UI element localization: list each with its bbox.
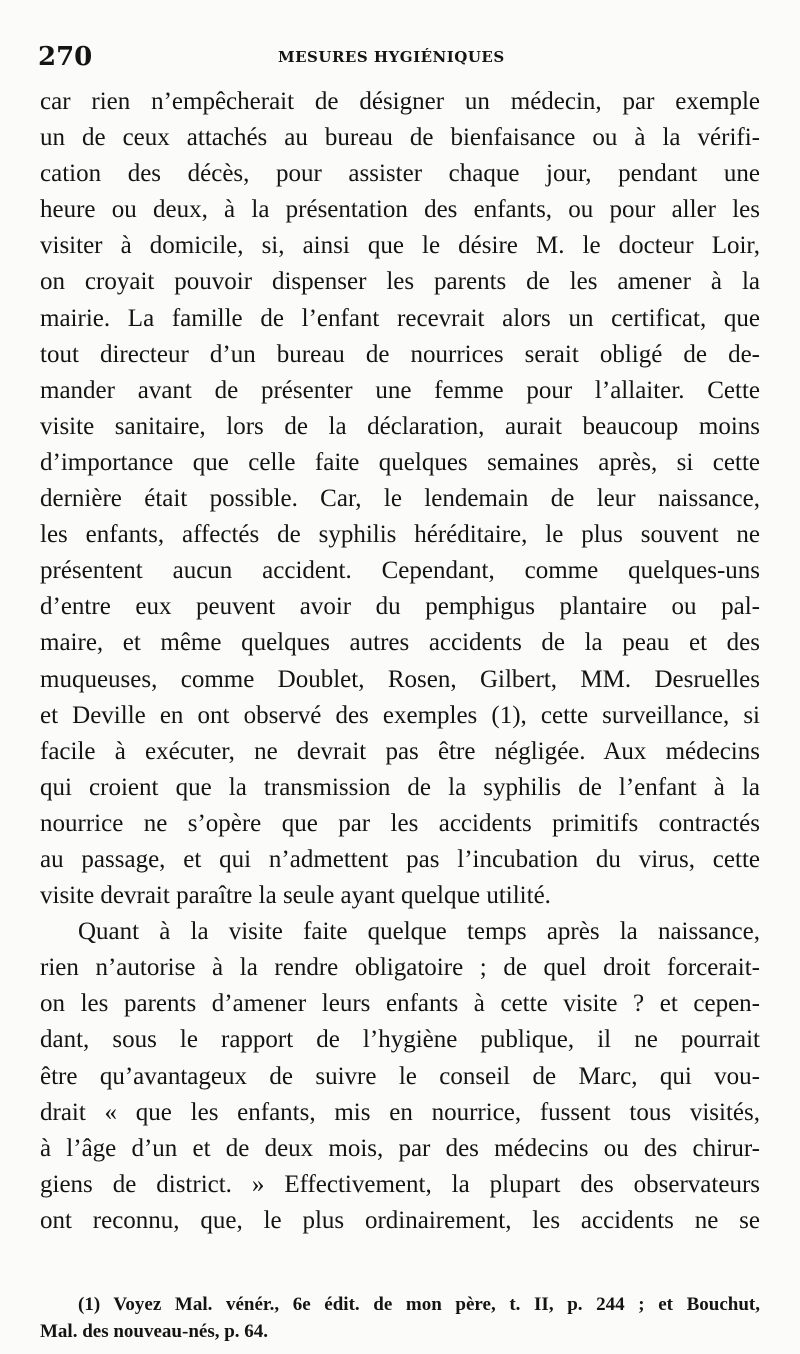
text-line: dernière était possible. Car, le lendemain de leur naissance, bbox=[40, 485, 760, 513]
footnote-line: Mal. des nouveau-nés, p. 64. bbox=[40, 1321, 269, 1342]
text-line: dant, sous le rapport de l’hygiène publique, il ne pourrait bbox=[40, 1026, 760, 1054]
text-line: être qu’avantageux de suivre le conseil de Marc, qui vou- bbox=[40, 1062, 760, 1090]
text-line: qui croient que la transmission de la syphilis de l’enfant à la bbox=[40, 773, 760, 801]
text-line: car rien n’empêcherait de désigner un médecin, par exemple bbox=[40, 88, 760, 115]
text-line: tout directeur d’un bureau de nourrices serait obligé de de- bbox=[40, 340, 760, 368]
text-line: on croyait pouvoir dispenser les parents de les amener à la bbox=[40, 268, 760, 296]
text-line: giens de district. » Effectivement, la plupart des observateurs bbox=[40, 1170, 760, 1198]
text-line: drait « que les enfants, mis en nourrice, fussent tous visités, bbox=[40, 1098, 760, 1126]
text-line: les enfants, affectés de syphilis héréditaire, le plus souvent ne bbox=[40, 521, 760, 549]
text-line: un de ceux attachés au bureau de bienfaisance ou à la vérifi- bbox=[40, 124, 760, 152]
text-line: mander avant de présenter une femme pour l’allaiter. Cette bbox=[40, 376, 760, 404]
text-line: cation des décès, pour assister chaque jour, pendant une bbox=[40, 160, 760, 188]
text-line: maire, et même quelques autres accidents de la peau et des bbox=[40, 629, 760, 657]
text-line: et Deville en ont observé des exemples (1), cette surveillance, si bbox=[40, 701, 760, 729]
text-line: d’entre eux peuvent avoir du pemphigus plantaire ou pal- bbox=[40, 593, 760, 621]
text-line: d’importance que celle faite quelques semaines après, si cette bbox=[40, 448, 760, 476]
running-head: MESURES HYGIÉNIQUES bbox=[278, 48, 505, 66]
page-number: 270 bbox=[38, 42, 93, 72]
text-line: au passage, et qui n’admettent pas l’incubation du virus, cette bbox=[40, 845, 760, 873]
page-header bbox=[38, 40, 758, 74]
paragraph-start-line: Quant à la visite faite quelque temps après la naissance, bbox=[78, 918, 760, 946]
text-line: visiter à domicile, si, ainsi que le désire M. le docteur Loir, bbox=[40, 232, 760, 260]
text-line: ont reconnu, que, le plus ordinairement, les accidents ne se bbox=[40, 1206, 760, 1234]
text-line: nourrice ne s’opère que par les accidents primitifs contractés bbox=[40, 809, 760, 837]
text-line: mairie. La famille de l’enfant recevrait alors un certificat, que bbox=[40, 304, 760, 332]
footnote-line: (1) Voyez Mal. vénér., 6e édit. de mon père, t. II, p. 244 ; et Bouchut, bbox=[78, 1294, 760, 1315]
footnote bbox=[40, 1291, 760, 1345]
text-line: on les parents d’amener leurs enfants à cette visite ? et cepen- bbox=[40, 990, 760, 1018]
text-line: visite sanitaire, lors de la déclaration, aurait beaucoup moins bbox=[40, 412, 760, 440]
text-line: présentent aucun accident. Cependant, comme quelques-uns bbox=[40, 557, 760, 585]
body-text bbox=[40, 84, 760, 1239]
paragraph-end-line: visite devrait paraître la seule ayant quelque utilité. bbox=[40, 882, 551, 910]
text-line: facile à exécuter, ne devrait pas être négligée. Aux médecins bbox=[40, 737, 760, 765]
text-line: à l’âge d’un et de deux mois, par des médecins ou des chirur- bbox=[40, 1134, 760, 1162]
text-line: muqueuses, comme Doublet, Rosen, Gilbert, MM. Desruelles bbox=[40, 665, 760, 693]
text-line: rien n’autorise à la rendre obligatoire ; de quel droit forcerait- bbox=[40, 954, 760, 982]
text-line: heure ou deux, à la présentation des enfants, ou pour aller les bbox=[40, 196, 760, 224]
